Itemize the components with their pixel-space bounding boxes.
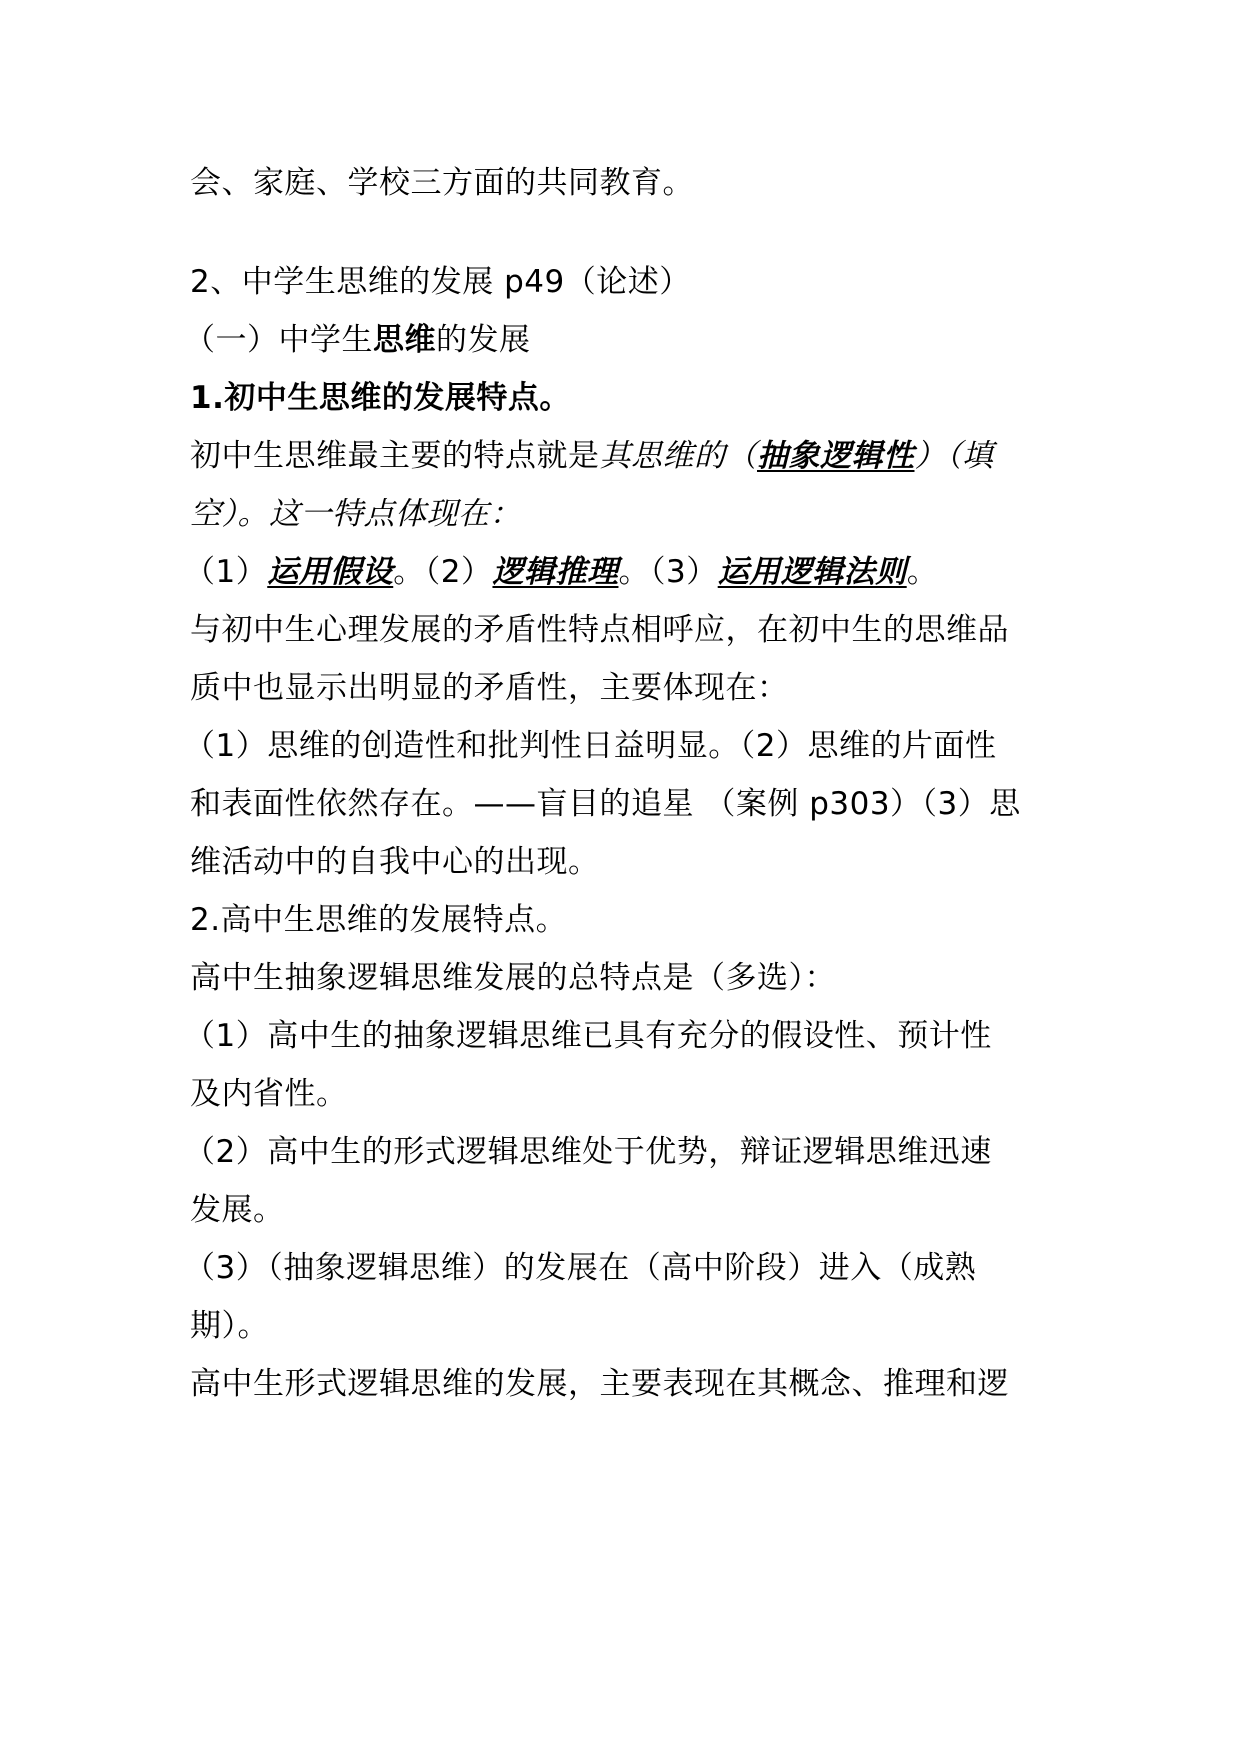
text-line-8: 与初中生心理发展的矛盾性特点相呼应，在初中生的思维品	[190, 612, 1009, 648]
text-line-18: 发展。	[190, 1192, 285, 1228]
key-term-hypothesis: 运用假设	[267, 554, 394, 590]
text-line-21: 高中生形式逻辑思维的发展，主要表现在其概念、推理和逻	[190, 1366, 1009, 1402]
text-line-11: 和表面性依然存在。——盲目的追星 （案例 p303）（3）思	[190, 786, 1021, 822]
text-line-6: 空）。这一特点体现在：	[190, 496, 521, 532]
point-heading-senior: 2.高中生思维的发展特点。	[190, 902, 568, 938]
text-line-12: 维活动中的自我中心的出现。	[190, 844, 600, 880]
text-line-1: 会、家庭、学校三方面的共同教育。	[190, 165, 694, 201]
text-line-9: 质中也显示出明显的矛盾性，主要体现在：	[190, 670, 789, 706]
section-heading-2: 2、中学生思维的发展 p49（论述）	[190, 264, 691, 300]
key-term-reasoning: 逻辑推理	[492, 554, 619, 590]
text-part: 。	[906, 554, 939, 590]
text-line-19: （3）（抽象逻辑思维）的发展在（高中阶段）进入（成熟	[184, 1250, 977, 1286]
subsection-heading-part: （一）中学生	[184, 322, 373, 358]
key-term-abstract-logic: 抽象逻辑性	[757, 438, 915, 474]
text-line-20: 期）。	[190, 1308, 269, 1344]
text-line-7	[184, 552, 1064, 592]
text-part: 。（3）	[618, 554, 718, 590]
text-line-16: 及内省性。	[190, 1076, 348, 1112]
subsection-heading-bold: 思维	[373, 322, 436, 358]
text-part: 初中生思维最主要的特点就是	[190, 438, 600, 474]
subsection-heading-part: 的发展	[436, 322, 531, 358]
text-line-14: 高中生抽象逻辑思维发展的总特点是（多选）：	[190, 960, 836, 996]
point-heading-junior: 1.初中生思维的发展特点。	[190, 380, 571, 416]
key-term-logic-rules: 运用逻辑法则	[717, 554, 907, 590]
text-line-17: （2）高中生的形式逻辑思维处于优势，辩证逻辑思维迅速	[184, 1134, 992, 1170]
italic-text: ）（填	[914, 438, 994, 474]
text-part: 。（2）	[393, 554, 493, 590]
subsection-heading-1	[184, 320, 1064, 360]
italic-text: 其思维的（	[599, 438, 757, 474]
text-line-5	[190, 436, 1070, 476]
text-line-10: （1）思维的创造性和批判性日益明显。（2）思维的片面性	[184, 728, 997, 764]
text-part: （1）	[184, 554, 268, 590]
text-line-15: （1）高中生的抽象逻辑思维已具有充分的假设性、预计性	[184, 1018, 992, 1054]
